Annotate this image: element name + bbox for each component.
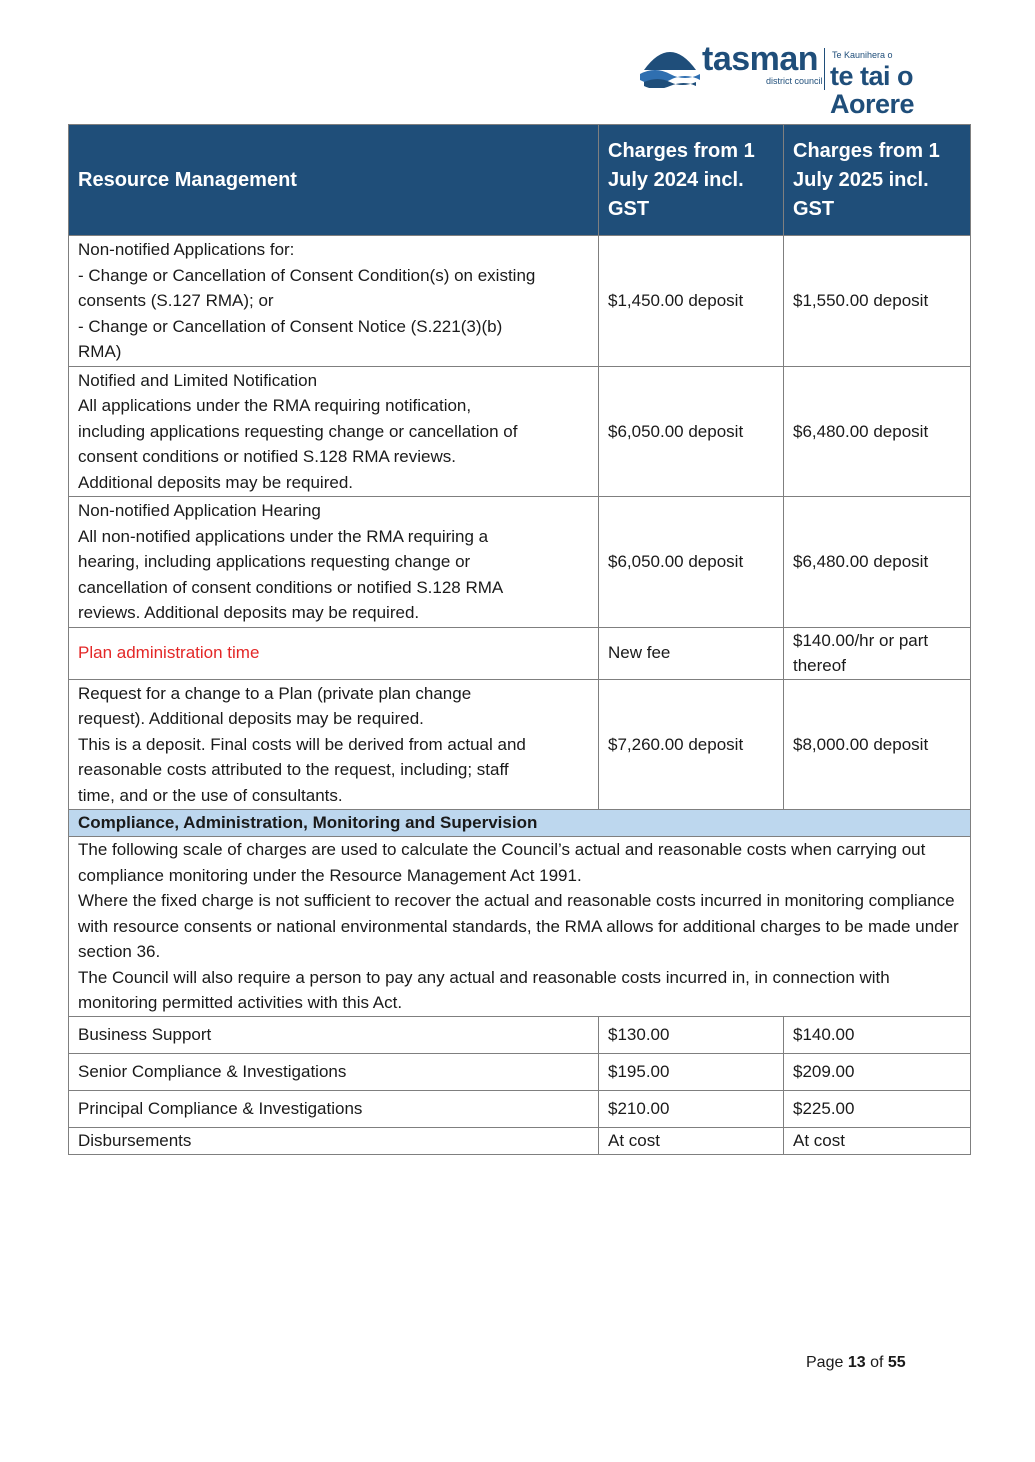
section-paragraph: The Council will also require a person to pay any actual and reasonable costs incurred in, in connection with monitoring permitted activities with this Act. (78, 967, 890, 1012)
desc-line: Additional deposits may be required. (78, 472, 353, 492)
desc-line: consents (S.127 RMA); or (78, 291, 274, 310)
section-paragraph: Where the fixed charge is not sufficient to recover the actual and reasonable costs incurred in monitoring compliance with resource consents or national environmental standards, the RMA allows for additional charges to be made under section 36. (78, 891, 959, 961)
rate-2025: $225.00 (784, 1090, 971, 1127)
rate-label: Disbursements (69, 1127, 599, 1154)
rate-label: Principal Compliance & Investigations (69, 1090, 599, 1127)
logo-brand-text: tasman (702, 40, 819, 78)
charge-2024: $1,450.00 deposit (599, 236, 784, 367)
desc-line: All applications under the RMA requiring notification, (78, 396, 472, 415)
table-row (69, 679, 971, 810)
row-description (69, 236, 599, 367)
charge-2024: $6,050.00 deposit (599, 497, 784, 628)
desc-line: - Change or Cancellation of Consent Condition(s) on existing (78, 265, 536, 285)
section-paragraph: The following scale of charges are used to calculate the Council’s actual and reasonable costs when carrying out compliance monitoring under the Resource Management Act 1991. (78, 840, 926, 885)
rate-2025: $140.00 (784, 1016, 971, 1053)
table-row (69, 366, 971, 497)
desc-line: RMA) (78, 342, 122, 361)
page-current: 13 (847, 1354, 866, 1371)
desc-line: including applications requesting change or cancellation of (78, 421, 518, 441)
section-title: Compliance, Administration, Monitoring and Supervision (69, 810, 971, 837)
desc-line: time, and or the use of consultants. (78, 785, 343, 805)
page-of: of (870, 1354, 884, 1371)
charge-2024: $6,050.00 deposit (599, 366, 784, 497)
table-row (69, 1127, 971, 1154)
table-row (69, 627, 971, 679)
table-row (69, 1016, 971, 1053)
desc-line: consent conditions or notified S.128 RMA reviews. (78, 447, 456, 466)
header-charges-2025: Charges from 1 July 2025 incl. GST (784, 125, 971, 236)
charge-2025: $140.00/hr or part thereof (784, 627, 971, 679)
desc-line: cancellation of consent conditions or notified S.128 RMA (78, 577, 504, 597)
charge-2025: $6,480.00 deposit (784, 497, 971, 628)
row-description (69, 679, 599, 810)
charge-2025: $8,000.00 deposit (784, 679, 971, 810)
section-description (69, 837, 971, 1017)
page-prefix: Page (806, 1354, 844, 1371)
charge-2025: $1,550.00 deposit (784, 236, 971, 367)
table-header-row (69, 125, 971, 236)
desc-line: reasonable costs attributed to the request, including; staff (78, 760, 509, 779)
desc-line: Notified and Limited Notification (78, 370, 318, 390)
row-description (69, 497, 599, 628)
page-number (806, 1354, 906, 1372)
row-description (69, 366, 599, 497)
charge-2024: New fee (599, 627, 784, 679)
row-description-new: Plan administration time (69, 627, 599, 679)
desc-line: Request for a change to a Plan (private plan change (78, 683, 472, 703)
table-row (69, 497, 971, 628)
rate-2024: At cost (599, 1127, 784, 1154)
desc-line: This is a deposit. Final costs will be derived from actual and (78, 734, 526, 754)
logo-maori-small: Te Kaunihera o (832, 50, 893, 60)
header-resource-management: Resource Management (69, 125, 599, 236)
charge-2024: $7,260.00 deposit (599, 679, 784, 810)
rate-2024: $210.00 (599, 1090, 784, 1127)
rate-label: Senior Compliance & Investigations (69, 1053, 599, 1090)
mountain-wave-logo-icon (640, 40, 700, 88)
desc-line: request). Additional deposits may be required. (78, 709, 424, 728)
logo-brand-subtitle: district council (766, 76, 823, 86)
rate-2024: $130.00 (599, 1016, 784, 1053)
fees-table (68, 124, 971, 1155)
desc-line: Non-notified Applications for: (78, 240, 295, 259)
table-row (69, 236, 971, 367)
desc-line: - Change or Cancellation of Consent Notice (S.221(3)(b) (78, 316, 503, 336)
section-header-row (69, 810, 971, 837)
logo-divider (824, 48, 825, 90)
rate-2025: At cost (784, 1127, 971, 1154)
logo-maori-name: te tai o Aorere (830, 61, 915, 119)
header-charges-2024: Charges from 1 July 2024 incl. GST (599, 125, 784, 236)
table-row (69, 1090, 971, 1127)
section-description-row (69, 837, 971, 1017)
desc-line: reviews. Additional deposits may be required. (78, 603, 420, 622)
table-row (69, 1053, 971, 1090)
rate-2025: $209.00 (784, 1053, 971, 1090)
desc-line: All non-notified applications under the RMA requiring a (78, 526, 489, 546)
council-logo (640, 40, 1002, 119)
desc-line: hearing, including applications requesting change or (78, 552, 471, 571)
page-total: 55 (887, 1354, 906, 1371)
charge-2025: $6,480.00 deposit (784, 366, 971, 497)
rate-2024: $195.00 (599, 1053, 784, 1090)
rate-label: Business Support (69, 1016, 599, 1053)
desc-line: Non-notified Application Hearing (78, 501, 321, 520)
